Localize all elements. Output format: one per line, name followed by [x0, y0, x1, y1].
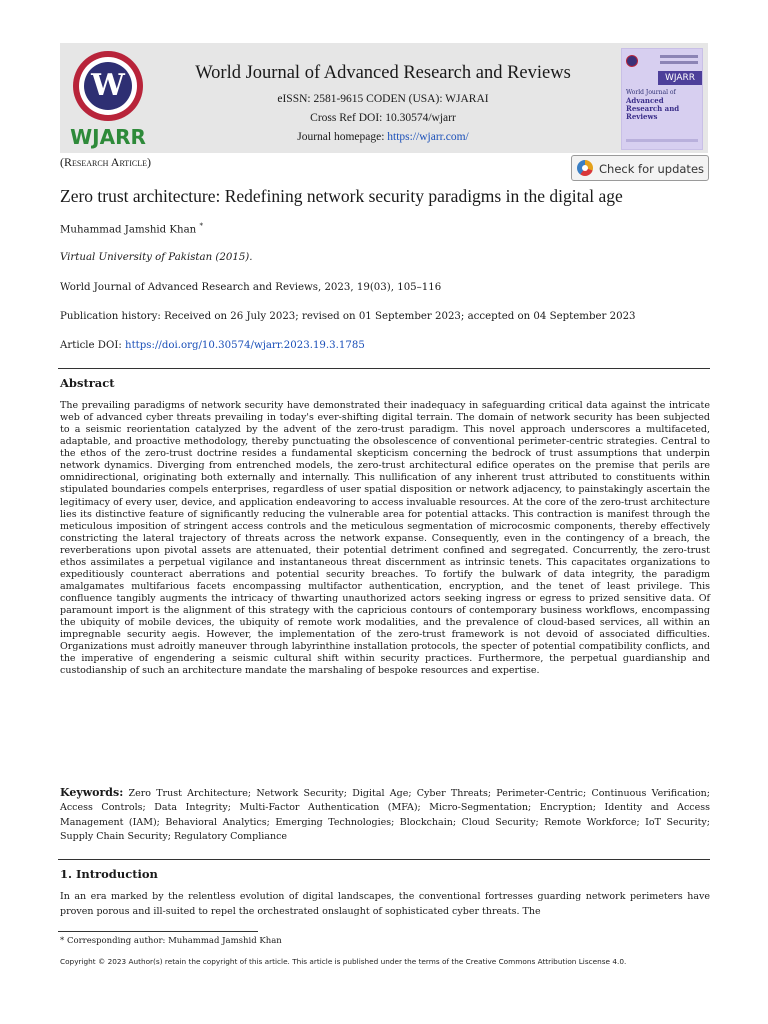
journal-logo	[69, 51, 147, 151]
introduction-body: In an era marked by the relentless evolution of digital landscapes, the conventional fortresses guarding network perimeters have proven porous and ill-suited to repel the orchestrated onslaught of sophisticated cyber threats. The	[60, 891, 710, 917]
author-name: Muhammad Jamshid Khan	[60, 224, 197, 236]
crossref-line: Cross Ref DOI: 10.30574/wjarr	[310, 112, 456, 124]
doi-link[interactable]: https://doi.org/10.30574/wjarr.2023.19.3.1785	[125, 340, 365, 351]
cover-seal-icon	[626, 55, 638, 67]
introduction-heading: 1. Introduction	[60, 867, 158, 881]
logo-wordmark: WJARR	[70, 125, 146, 149]
paper-title: Zero trust architecture: Redefining network security paradigms in the digital age	[60, 186, 623, 206]
author-line	[60, 222, 203, 235]
homepage-label: Journal homepage:	[297, 131, 388, 143]
corresponding-author-footnote: * Corresponding author: Muhammad Jamshid Khan	[60, 936, 282, 946]
copyright-notice: Copyright © 2023 Author(s) retain the copyright of this article. This article is published under the terms of the Creative Commons Attribution Liscense 4.0.	[60, 957, 627, 966]
check-updates-label: Check for updates	[599, 162, 705, 176]
cover-decoration	[660, 61, 698, 64]
abstract-body: The prevailing paradigms of network security have demonstrated their inadequacy in safeguarding critical data against the intricate web of advanced cyber threats prevailing in today's ever-shifting digital terrain. The domain of network security has been subjected to a seismic reorientation catalyzed by the advent of the zero-trust paradigm. This novel approach underscores a multifaceted, adaptable, and proactive methodology, thereby punctuating the obsolescence of conventional perimeter-centric strategies. Central to the ethos of the zero-trust doctrine resides a fundamental skepticism concerning the bedrock of trust assumptions that underpin network dynamics. Diverging from entrenched models, the zero-trust architectural edifice operates on the premise that perils are omnidirectional, originating both externally and internally. This nullification of any inherent trust attributed to constituents within stipulated boundaries compels enterprises, regardless of user spatial disposition or network adjacency, to painstakingly ascertain the legitimacy of every user, device, and application endeavoring to access invaluable resources. At the core of the zero-trust architecture lies its distinctive feature of significantly reducing the vulnerable area for potential attacks. This contraction is manifest through the meticulous imposition of stringent access controls and the meticulous segmentation of microcosmic components, thereby effectively constricting the lateral trajectory of threats across the network expanse. Consequently, even in the contingency of a breach, the reverberations upon pivotal assets are attenuated, their potential detriment confined and segregated. Concurrently, the zero-trust ethos assimilates a perpetual vigilance and instantaneous threat discernment as intrinsic tenets. This capacitates organizations to expeditiously counteract aberrations and potential security breaches. To fortify the bulwark of data integrity, the paradigm amalgamates multifarious facets encompassing multifactor authentication, encryption, and the tenet of least privilege. This confluence tangibly augments the intricacy of thwarting unauthorized actors seeking ingress or egress to prized sensitive data. Of paramount import is the alignment of this strategy with the capricious contours of contemporary business workflows, encompassing the ubiquity of mobile devices, the ubiquity of remote work modalities, and the prevalence of cloud-based services, all within an impregnable security aegis. However, the implementation of the zero-trust framework is not devoid of associated difficulties. Organizations must adroitly maneuver through labyrinthine installation protocols, the specter of potential compatibility conflicts, and the imperative of engendering a seismic cultural shift within security practices. Furthermore, the perpetual guardianship and custodianship of such an architecture mandate the marshaling of bespoke resources and expertise.	[60, 400, 710, 677]
journal-header	[60, 43, 708, 153]
footnote-rule	[58, 931, 258, 932]
cover-title-small: World Journal of	[626, 89, 676, 96]
logo-letter: W	[84, 62, 132, 110]
homepage-link[interactable]: https://wjarr.com/	[387, 131, 469, 143]
journal-meta	[220, 90, 546, 147]
issn-line: eISSN: 2581-9615 CODEN (USA): WJARAI	[277, 93, 489, 105]
divider	[58, 368, 710, 369]
logo-emblem-icon	[73, 51, 143, 121]
crossmark-icon	[577, 160, 593, 176]
journal-title: World Journal of Advanced Research and Reviews	[195, 63, 571, 83]
cover-title	[626, 89, 698, 121]
cover-badge: WJARR	[658, 71, 702, 85]
author-mark: *	[199, 222, 203, 230]
abstract-heading: Abstract	[60, 376, 115, 390]
divider	[58, 859, 710, 860]
cover-title-big: Advanced Research and Reviews	[626, 96, 680, 121]
cover-decoration	[626, 139, 698, 142]
check-updates-button[interactable]	[571, 155, 709, 181]
publication-history: Publication history: Received on 26 July 2023; revised on 01 September 2023; accepted on 04 September 2023	[60, 311, 636, 322]
cover-decoration	[660, 55, 698, 58]
doi-label: Article DOI:	[60, 340, 126, 351]
keywords-text: Zero Trust Architecture; Network Security; Digital Age; Cyber Threats; Perimeter-Centric; Continuous Verification; Access Controls; Data Integrity; Multi-Factor Authentication (MFA); Micro-Segmentation; Encryption; Identity and Access Management (IAM); Behavioral Analytics; Emerging Technologies; Blockchain; Cloud Security; Remote Workforce; IoT Security; Supply Chain Security; Regulatory Compliance	[60, 788, 710, 842]
doi-line	[60, 340, 365, 351]
affiliation: Virtual University of Pakistan (2015).	[60, 252, 253, 263]
keywords-label: Keywords:	[60, 786, 124, 799]
citation: World Journal of Advanced Research and Reviews, 2023, 19(03), 105–116	[60, 282, 442, 293]
homepage-line	[220, 128, 546, 147]
article-type: (Research Article)	[60, 155, 151, 169]
keywords	[60, 786, 710, 844]
journal-cover-image	[621, 48, 703, 150]
